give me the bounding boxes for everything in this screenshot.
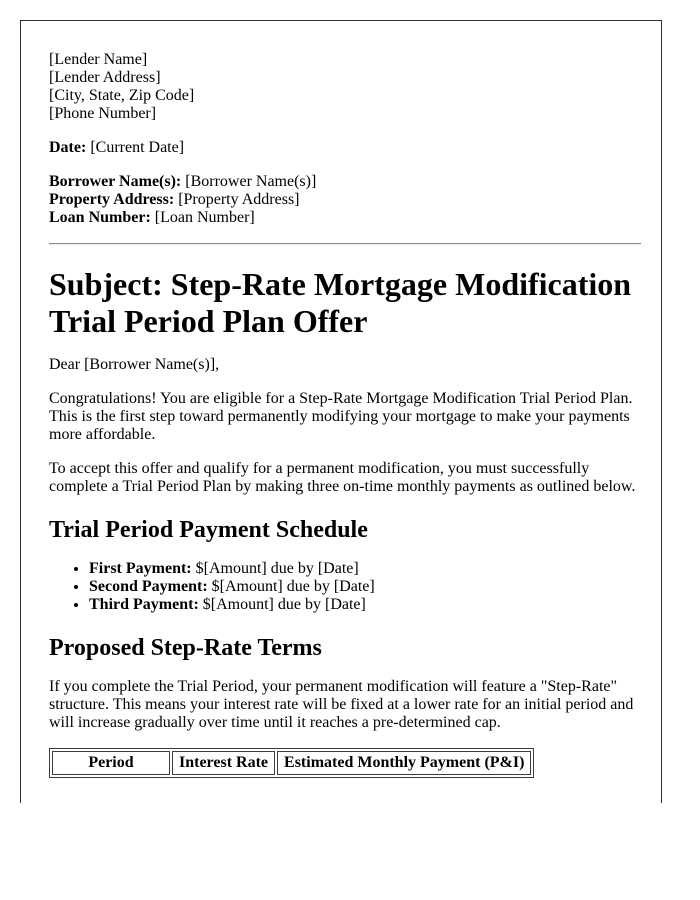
lender-block: [49, 51, 641, 123]
payment-second-label: Second Payment:: [89, 578, 208, 595]
lender-name-line: [Lender Name]: [49, 51, 148, 68]
paragraph-step-rate-structure: If you complete the Trial Period, your permanent modification will feature a "Step-Rate" structure. This means your interest rate will be fixed at a lower rate for an initial period and will increase gradually over time until it reaches a pre-determined cap.: [49, 678, 634, 731]
paragraph-accept-offer: To accept this offer and qualify for a permanent modification, you must successfully complete a Trial Period Plan by making three on-time monthly payments as outlined below.: [49, 460, 636, 495]
subject-heading: Subject: Step-Rate Mortgage Modification Trial Period Plan Offer: [49, 266, 632, 339]
table-header-monthly-payment: Estimated Monthly Payment (P&I): [277, 751, 531, 775]
loan-number-label: Loan Number:: [49, 209, 151, 226]
date-label: Date:: [49, 139, 87, 156]
loan-meta-block: [49, 173, 641, 227]
payment-first-value: $[Amount] due by [Date]: [195, 560, 359, 577]
property-address-label: Property Address:: [49, 191, 175, 208]
divider: [49, 243, 641, 245]
lender-address-line: [Lender Address]: [49, 69, 161, 86]
payment-list: [49, 560, 641, 614]
payment-second-value: $[Amount] due by [Date]: [211, 578, 375, 595]
schedule-heading: Trial Period Payment Schedule: [49, 517, 368, 543]
payment-third-value: $[Amount] due by [Date]: [202, 596, 366, 613]
table-header-period: Period: [52, 751, 170, 775]
lender-phone-line: [Phone Number]: [49, 105, 157, 122]
payment-third-label: Third Payment:: [89, 596, 199, 613]
table-header-interest-rate: Interest Rate: [172, 751, 275, 775]
paragraph-congratulations: Congratulations! You are eligible for a Step-Rate Mortgage Modification Trial Period Plan. This is the first step toward permanently modifying your mortgage to make your payments more affordable.: [49, 390, 633, 443]
borrower-name-label: Borrower Name(s):: [49, 173, 182, 190]
payment-item-third: [89, 596, 641, 614]
lender-city-state-zip-line: [City, State, Zip Code]: [49, 87, 195, 104]
letter-page: [20, 20, 662, 803]
payment-first-label: First Payment:: [89, 560, 192, 577]
property-address-value: [Property Address]: [178, 191, 300, 208]
borrower-name-value: [Borrower Name(s)]: [185, 173, 317, 190]
loan-number-value: [Loan Number]: [154, 209, 255, 226]
payment-item-second: [89, 578, 641, 596]
terms-heading: Proposed Step-Rate Terms: [49, 635, 322, 661]
step-rate-terms-table: [49, 748, 534, 778]
salutation: Dear [Borrower Name(s)],: [49, 356, 220, 373]
table-header-row: [52, 751, 531, 775]
payment-item-first: [89, 560, 641, 578]
date-value: [Current Date]: [90, 139, 185, 156]
date-line: [49, 139, 641, 157]
